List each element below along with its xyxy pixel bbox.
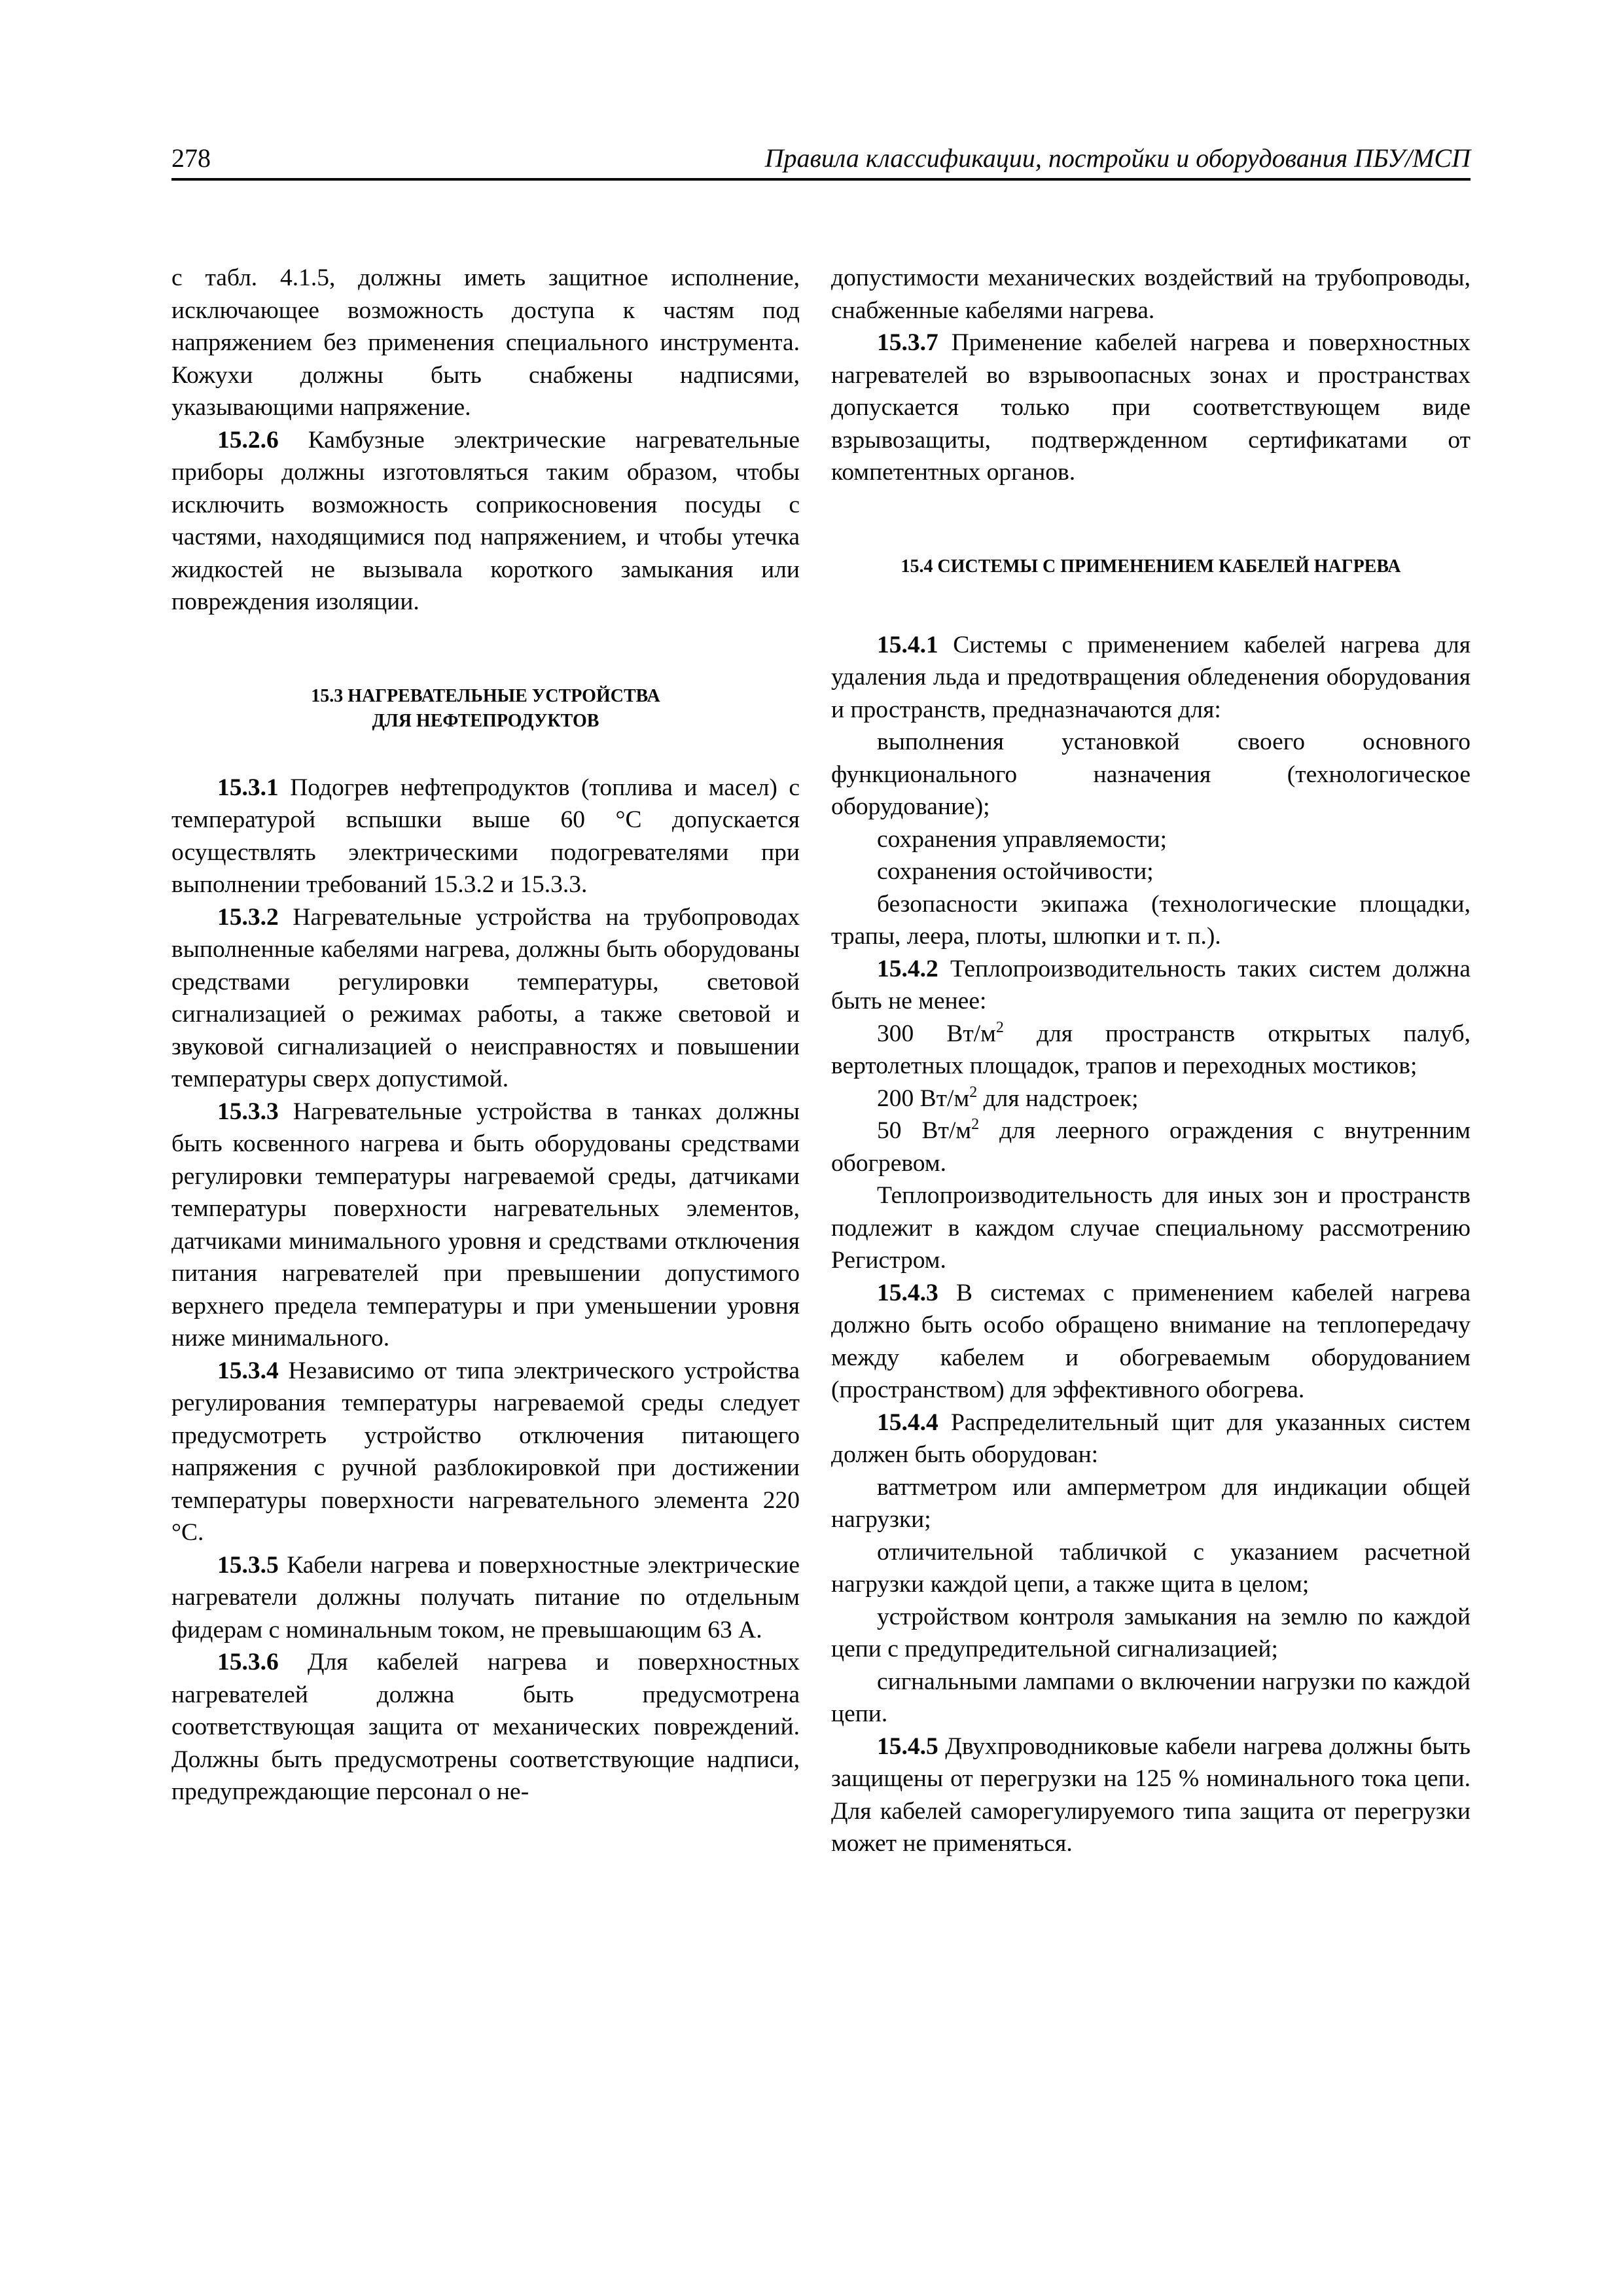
paragraph-15-4-5: 15.4.5 Двухпроводниковые кабели нагрева должны быть защищены от перегрузки на 125 % номинального тока цепи. Для кабелей саморегулируемого типа защита от перегрузки может не применяться. — [831, 1732, 1471, 1857]
paragraph-other-zones: Теплопроизводительность для иных зон и пространств подлежит в каждом случае специальному рассмотрению Регистром. — [831, 1182, 1471, 1274]
paragraph-15-4-3: 15.4.3 В системах с применением кабелей нагрева должно быть особо обращено внимание на теплопередачу между кабелем и обогреваемым оборудованием (пространством) для эффективного обогрева. — [831, 1279, 1471, 1403]
clause-number: 15.4.2 — [877, 955, 938, 982]
paragraph-15-3-4: 15.3.4 Независимо от типа электрического устройства регулирования температуры нагреваемой среды следует предусмотреть устройство отключения питающего напряжения с ручной разблокировкой при достижении температуры поверхности нагревательного элемента 220 °С. — [171, 1357, 800, 1546]
clause-number: 15.3.1 — [217, 774, 279, 801]
list-item-rate-50: 50 $Вт/м^2$ для леерного ограждения с внутренним обогревом. — [831, 1116, 1471, 1177]
clause-number: 15.2.6 — [217, 426, 279, 454]
list-item: выполнения установкой своего основного функционального назначения (технологическое оборудование); — [831, 728, 1471, 820]
page-number: 278 — [171, 143, 211, 173]
list-item: сигнальными лампами о включении нагрузки по каждой цепи. — [831, 1668, 1471, 1727]
clause-number: 15.3.3 — [217, 1098, 279, 1125]
paragraph-15-4-1: 15.4.1 Системы с применением кабелей нагрева для удаления льда и предотвращения обледенения оборудования и пространств, предназначаются для: — [831, 631, 1471, 723]
section-heading-15-3: 15.3 НАГРЕВАТЕЛЬНЫЕ УСТРОЙСТВА ДЛЯ НЕФТЕПРОДУКТОВ — [311, 685, 660, 731]
clause-number: 15.3.7 — [877, 329, 938, 356]
paragraph-15-3-6: 15.3.6 Для кабелей нагрева и поверхностных нагревателей должна быть предусмотрена соответствующая защита от механических повреждений. Должны быть предусмотрены соответствующие надписи, предупреждающие персонал о не- — [171, 1649, 800, 1805]
clause-number: 15.4.3 — [877, 1279, 938, 1306]
paragraph-15-3-2: 15.3.2 Нагревательные устройства на трубопроводах выполненные кабелями нагрева, должны быть оборудованы средствами регулировки температуры, световой сигнализацией о режимах работы, а также световой и звуковой сигнализацией о неисправностях и повышении температуры сверх допустимой. — [171, 903, 800, 1092]
clause-number: 15.3.6 — [217, 1649, 279, 1676]
list-item: устройством контроля замыкания на землю по каждой цепи с предупредительной сигнализацией; — [831, 1603, 1471, 1662]
section-heading-15-4: 15.4 СИСТЕМЫ С ПРИМЕНЕНИЕМ КАБЕЛЕЙ НАГРЕВА — [901, 556, 1401, 577]
list-item-rate-300: 300 $Вт/м^2$ для пространств открытых палуб, вертолетных площадок, трапов и переходных мостиков; — [831, 1018, 1471, 1079]
list-item: отличительной табличкой с указанием расчетной нагрузки каждой цепи, а также щита в целом; — [831, 1538, 1471, 1598]
paragraph-15-3-1: 15.3.1 Подогрев нефтепродуктов (топлива и масел) с температурой вспышки выше 60 °С допускается осуществлять электрическими подогревателями при выполнении требований 15.3.2 и 15.3.3. — [171, 774, 800, 898]
header-rule — [171, 178, 1471, 181]
clause-number: 15.3.5 — [217, 1551, 279, 1579]
paragraph-continued: допустимости механических воздействий на трубопроводы, снабженные кабелями нагрева. — [831, 264, 1471, 324]
paragraph-15-2-6: 15.2.6 Камбузные электрические нагревательные приборы должны изготовляться таким образом, чтобы исключить возможность соприкосновения посуды с частями, находящимися под напряжением, и чтобы утечка жидкостей не вызывала короткого замыкания или повреждения изоляции. — [171, 426, 800, 615]
right-column — [831, 262, 1471, 1860]
list-item: сохранения управляемости; — [877, 825, 1168, 853]
list-item: безопасности экипажа (технологические площадки, трапы, леера, плоты, шлюпки и т. п.). — [831, 890, 1471, 950]
list-item: ваттметром или амперметром для индикации общей нагрузки; — [831, 1473, 1471, 1533]
running-title: Правила классификации, постройки и оборудования ПБУ/МСП — [764, 143, 1471, 173]
paragraph-15-3-3: 15.3.3 Нагревательные устройства в танках должны быть косвенного нагрева и быть оборудованы средствами регулировки температуры нагреваемой среды, датчиками температуры поверхности нагревательных элементов, датчиками минимального уровня и средствами отключения питания нагревателей при превышении допустимого верхнего предела температуры и при уменьшении уровня ниже минимального. — [171, 1098, 800, 1352]
clause-number: 15.3.2 — [217, 903, 279, 931]
paragraph-15-4-2: 15.4.2 Теплопроизводительность таких систем должна быть не менее: — [831, 955, 1471, 1014]
list-item: сохранения остойчивости; — [877, 858, 1154, 885]
clause-number: 15.4.4 — [877, 1408, 938, 1436]
list-item-rate-200: 200 $Вт/м^2$ для надстроек; — [877, 1083, 1139, 1112]
paragraph-15-3-7: 15.3.7 Применение кабелей нагрева и поверхностных нагревателей во взрывоопасных зонах и пространствах допускается только при соответствующем виде взрывозащиты, подтвержденном сертификатами от компетентных органов. — [831, 329, 1471, 486]
paragraph-15-3-5: 15.3.5 Кабели нагрева и поверхностные электрические нагреватели должны получать питание по отдельным фидерам с номинальным током, не превышающим 63 А. — [171, 1551, 800, 1643]
clause-number: 15.4.1 — [877, 631, 938, 658]
clause-number: 15.4.5 — [877, 1732, 938, 1760]
paragraph-continued: с табл. 4.1.5, должны иметь защитное исполнение, исключающее возможность доступа к частям под напряжением без применения специального инструмента. Кожухи должны быть снабжены надписями, указывающими напряжение. — [171, 264, 800, 421]
left-column — [171, 262, 800, 1808]
clause-number: 15.3.4 — [217, 1357, 279, 1384]
page-header — [171, 139, 1471, 181]
paragraph-15-4-4: 15.4.4 Распределительный щит для указанных систем должен быть оборудован: — [831, 1408, 1471, 1468]
